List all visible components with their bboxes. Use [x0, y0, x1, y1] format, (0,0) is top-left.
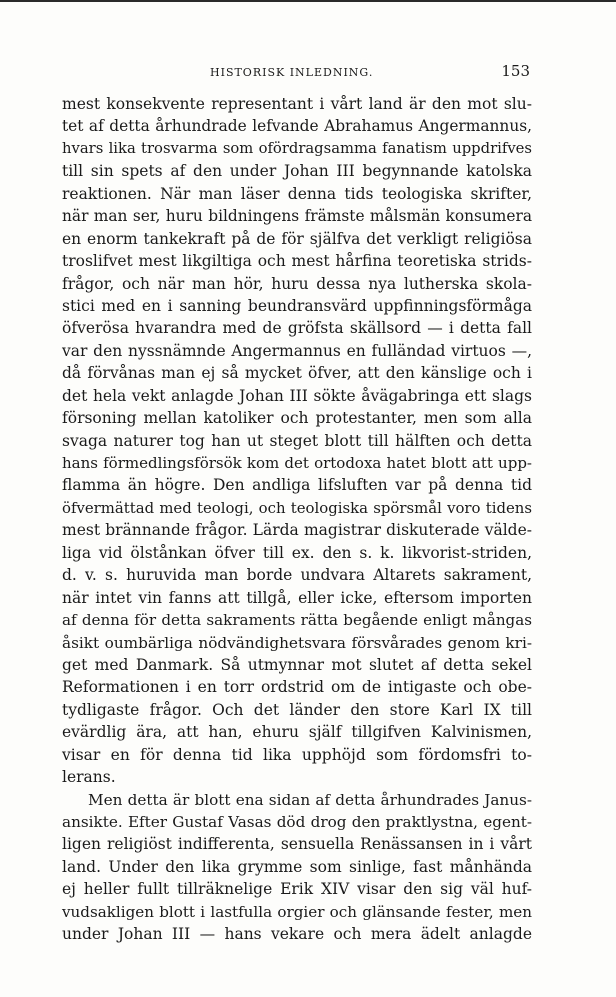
text-line: af denna för detta sakraments rätta begående enligt mångas	[62, 611, 532, 630]
text-line: liga vid ölstånkan öfver till ex. den s. k. likvorist-striden,	[62, 543, 532, 562]
page-number: 153	[501, 62, 530, 80]
text-line: tet af detta århundrade lefvande Abrahamus Angermannus,	[62, 117, 532, 136]
text-line: till sin spets af den under Johan III begynnande katolska	[62, 162, 532, 181]
text-line: öfvermättad med teologi, och teologiska spörsmål voro tidens	[62, 498, 532, 517]
text-line: då förvånas man ej så mycket öfver, att den känslige och i	[62, 364, 532, 383]
text-line: stici med en i sanning beundransvärd uppfinningsförmåga	[62, 296, 532, 315]
text-line: visar en för denna tid lika upphöjd som fördomsfri to-	[62, 745, 532, 764]
text-line: troslifvet mest likgiltiga och mest hårfina teoretiska strids-	[62, 252, 532, 271]
text-line: frågor, och när man hör, huru dessa nya lutherska skola-	[62, 274, 532, 293]
text-line: ligen religiöst indifferenta, sensuella Renässansen in i vårt	[62, 835, 532, 854]
paragraph-start-line: Men detta är blott ena sidan af detta århundrades Janus-	[88, 790, 532, 809]
text-line: get med Danmark. Så utmynnar mot slutet af detta sekel	[62, 655, 532, 674]
text-line: d. v. s. huruvida man borde undvara Altarets sakrament,	[62, 566, 532, 585]
text-line: svaga naturer tog han ut steget blott till hälften och detta	[62, 431, 532, 450]
text-line: mest brännande frågor. Lärda magistrar diskuterade välde-	[62, 521, 532, 540]
running-title: HISTORISK INLEDNING.	[210, 66, 374, 79]
text-line: Reformationen i en torr ordstrid om de intigaste och obe-	[62, 678, 532, 697]
text-line: ej heller fullt tillräknelige Erik XIV visar den sig väl huf-	[62, 880, 532, 899]
top-border-rule	[0, 0, 616, 2]
text-line: åsikt oumbärliga nödvändighetsvara försvårades genom kri-	[62, 633, 532, 652]
text-line: försoning mellan katoliker och protestanter, men som alla	[62, 409, 532, 428]
text-line: vudsakligen blott i lastfulla orgier och glänsande fester, men	[62, 902, 532, 921]
text-line: under Johan III — hans vekare och mera ädelt anlagde	[62, 925, 532, 944]
text-line: ansikte. Efter Gustaf Vasas död drog den praktlystna, egent-	[62, 813, 532, 831]
text-line: flamma än högre. Den andliga lifsluften var på denna tid	[62, 476, 532, 495]
text-line: land. Under den lika grymme som sinlige, fast månhända	[62, 857, 532, 876]
body-text	[62, 93, 532, 946]
text-line: hans förmedlingsförsök kom det ortodoxa hatet blott att upp-	[62, 454, 532, 472]
text-line: det hela vekt anlagde Johan III sökte åvägabringa ett slags	[62, 386, 532, 405]
text-line: reaktionen. När man läser denna tids teologiska skrifter,	[62, 184, 532, 203]
paragraph-end-line: lerans.	[62, 768, 116, 787]
page-header	[62, 63, 532, 83]
text-line: när man ser, huru bildningens främste målsmän konsumera	[62, 207, 532, 226]
text-line: när intet vin fanns att tillgå, eller icke, eftersom importen	[62, 588, 532, 607]
text-line: evärdlig ära, att han, ehuru själf tillgifven Kalvinismen,	[62, 723, 532, 742]
text-line: öfverösa hvarandra med de gröfsta skällsord — i detta fall	[62, 319, 532, 338]
text-line: mest konsekvente representant i vårt land är den mot slu-	[62, 95, 532, 113]
text-line: tydligaste frågor. Och det länder den store Karl IX till	[62, 700, 532, 719]
text-line: var den nyssnämnde Angermannus en fulländad virtuos —,	[62, 341, 532, 360]
text-line: hvars lika trosvarma som ofördragsamma fanatism uppdrifves	[62, 139, 532, 157]
text-line: en enorm tankekraft på de för själfva det verkligt religiösa	[62, 229, 532, 248]
